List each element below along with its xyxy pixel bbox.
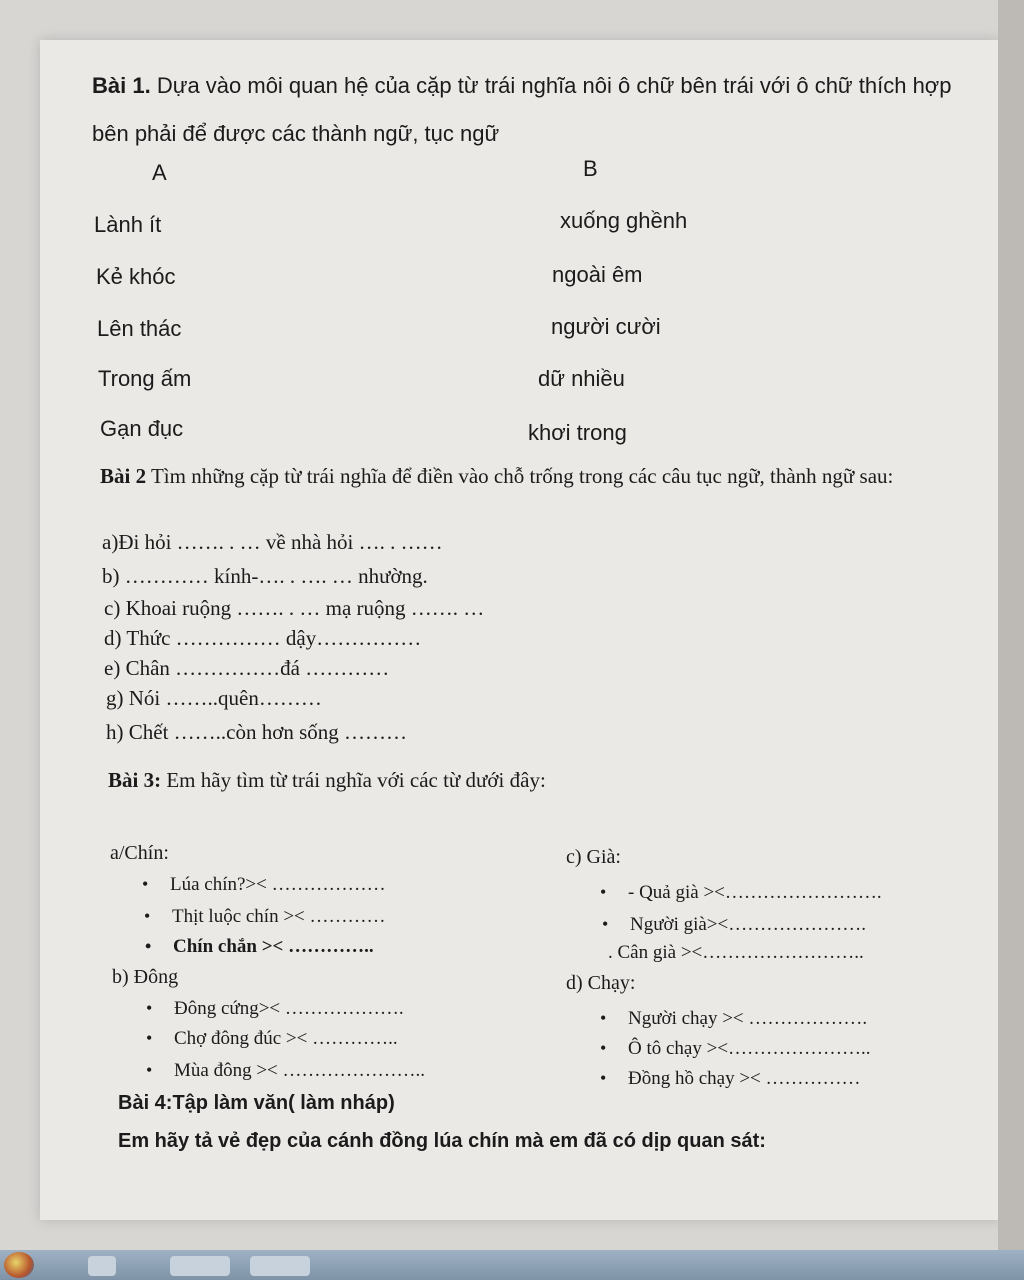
start-button-icon[interactable]	[4, 1252, 34, 1278]
match-right-2: ngoài êm	[552, 262, 643, 287]
taskbar-app-icon[interactable]	[250, 1256, 310, 1276]
taskbar	[0, 1250, 1024, 1280]
match-right-3: người cười	[551, 314, 661, 339]
match-left-3: Lên thác	[97, 316, 182, 341]
bai3-a-item-1: • Lúa chín?>< ………………	[170, 874, 386, 896]
bai2-item-a: a)Đi hỏi ……. . … về nhà hỏi …. . ……	[102, 530, 443, 554]
monitor-bezel	[998, 0, 1024, 1280]
column-a-header: A	[152, 160, 167, 185]
taskbar-app-icon[interactable]	[170, 1256, 230, 1276]
bai1-instructions: Dựa vào môi quan hệ của cặp từ trái nghĩa nôi ô chữ bên trái với ô chữ thích hợp bên phải để được các thành ngữ, tục ngữ	[92, 73, 952, 146]
taskbar-app-icon[interactable]	[88, 1256, 116, 1276]
bai3-instructions: Em hãy tìm từ trái nghĩa với các từ dưới đây:	[166, 768, 546, 792]
match-right-1: xuống ghềnh	[560, 208, 688, 233]
bai1-label: Bài 1.	[92, 73, 151, 98]
bai3-b-label: b) Đông	[112, 966, 179, 988]
bai3-c-label: c) Già:	[566, 846, 621, 868]
bai3-c-item-3: . Cân già ><……………………..	[608, 942, 864, 963]
bai2-item-d: d) Thức …………… dậy……………	[104, 626, 422, 650]
match-left-5: Gạn đục	[100, 416, 184, 441]
match-right-5: khơi trong	[528, 420, 627, 445]
match-left-1: Lành ít	[94, 212, 162, 237]
bai2-label: Bài 2	[100, 464, 147, 488]
column-b-header: B	[583, 156, 598, 181]
bai4-instructions: Em hãy tả vẻ đẹp của cánh đồng lúa chín mà em đã có dịp quan sát:	[118, 1130, 766, 1152]
bai3-a-item-3: • Chín chắn >< …………..	[173, 936, 374, 958]
bai4-title: Tập làm văn( làm nháp)	[172, 1092, 395, 1114]
bai3-d-item-1: • Người chạy >< ……………….	[628, 1008, 867, 1030]
bai3-c-item-1: • - Quả già ><…………………….	[628, 882, 882, 904]
bai2-item-h: h) Chết ……..còn hơn sống ………	[106, 720, 408, 744]
bai3-c-item-2: • Người già><………………….	[630, 914, 866, 936]
bai2-item-b: b) ………… kính-…. . …. … nhường.	[102, 564, 428, 588]
bai3-a-item-2: • Thịt luộc chín >< …………	[172, 906, 386, 928]
bai2-item-g: g) Nói ……..quên………	[106, 686, 322, 710]
bai2-item-c: c) Khoai ruộng ……. . … mạ ruộng ……. …	[104, 596, 485, 620]
bai1-heading	[92, 62, 952, 158]
bai2-heading	[100, 460, 980, 492]
bai4-label: Bài 4:	[118, 1092, 173, 1114]
bai2-instructions: Tìm những cặp từ trái nghĩa để điền vào chỗ trống trong các câu tục ngữ, thành ngữ sau:	[150, 464, 894, 488]
bai2-item-e: e) Chân ……………đá …………	[104, 656, 390, 680]
worksheet-page	[40, 40, 1000, 1220]
bai3-b-item-2: • Chợ đông đúc >< …………..	[174, 1028, 398, 1050]
match-left-2: Kẻ khóc	[96, 264, 176, 289]
match-right-4: dữ nhiều	[538, 366, 625, 391]
bai3-b-item-1: • Đông cứng>< ……………….	[174, 998, 404, 1020]
bai3-d-label: d) Chạy:	[566, 972, 636, 994]
bai3-a-label: a/Chín:	[110, 842, 169, 864]
bai3-heading	[108, 768, 546, 793]
match-left-4: Trong ấm	[98, 366, 192, 391]
bai4-heading	[118, 1092, 395, 1115]
bai3-d-item-3: • Đồng hồ chạy >< ……………	[628, 1068, 861, 1090]
bai3-d-item-2: • Ô tô chạy ><…………………..	[628, 1038, 871, 1060]
bai3-b-item-3: • Mùa đông >< …………………..	[174, 1060, 425, 1082]
bai3-label: Bài 3:	[108, 768, 162, 792]
